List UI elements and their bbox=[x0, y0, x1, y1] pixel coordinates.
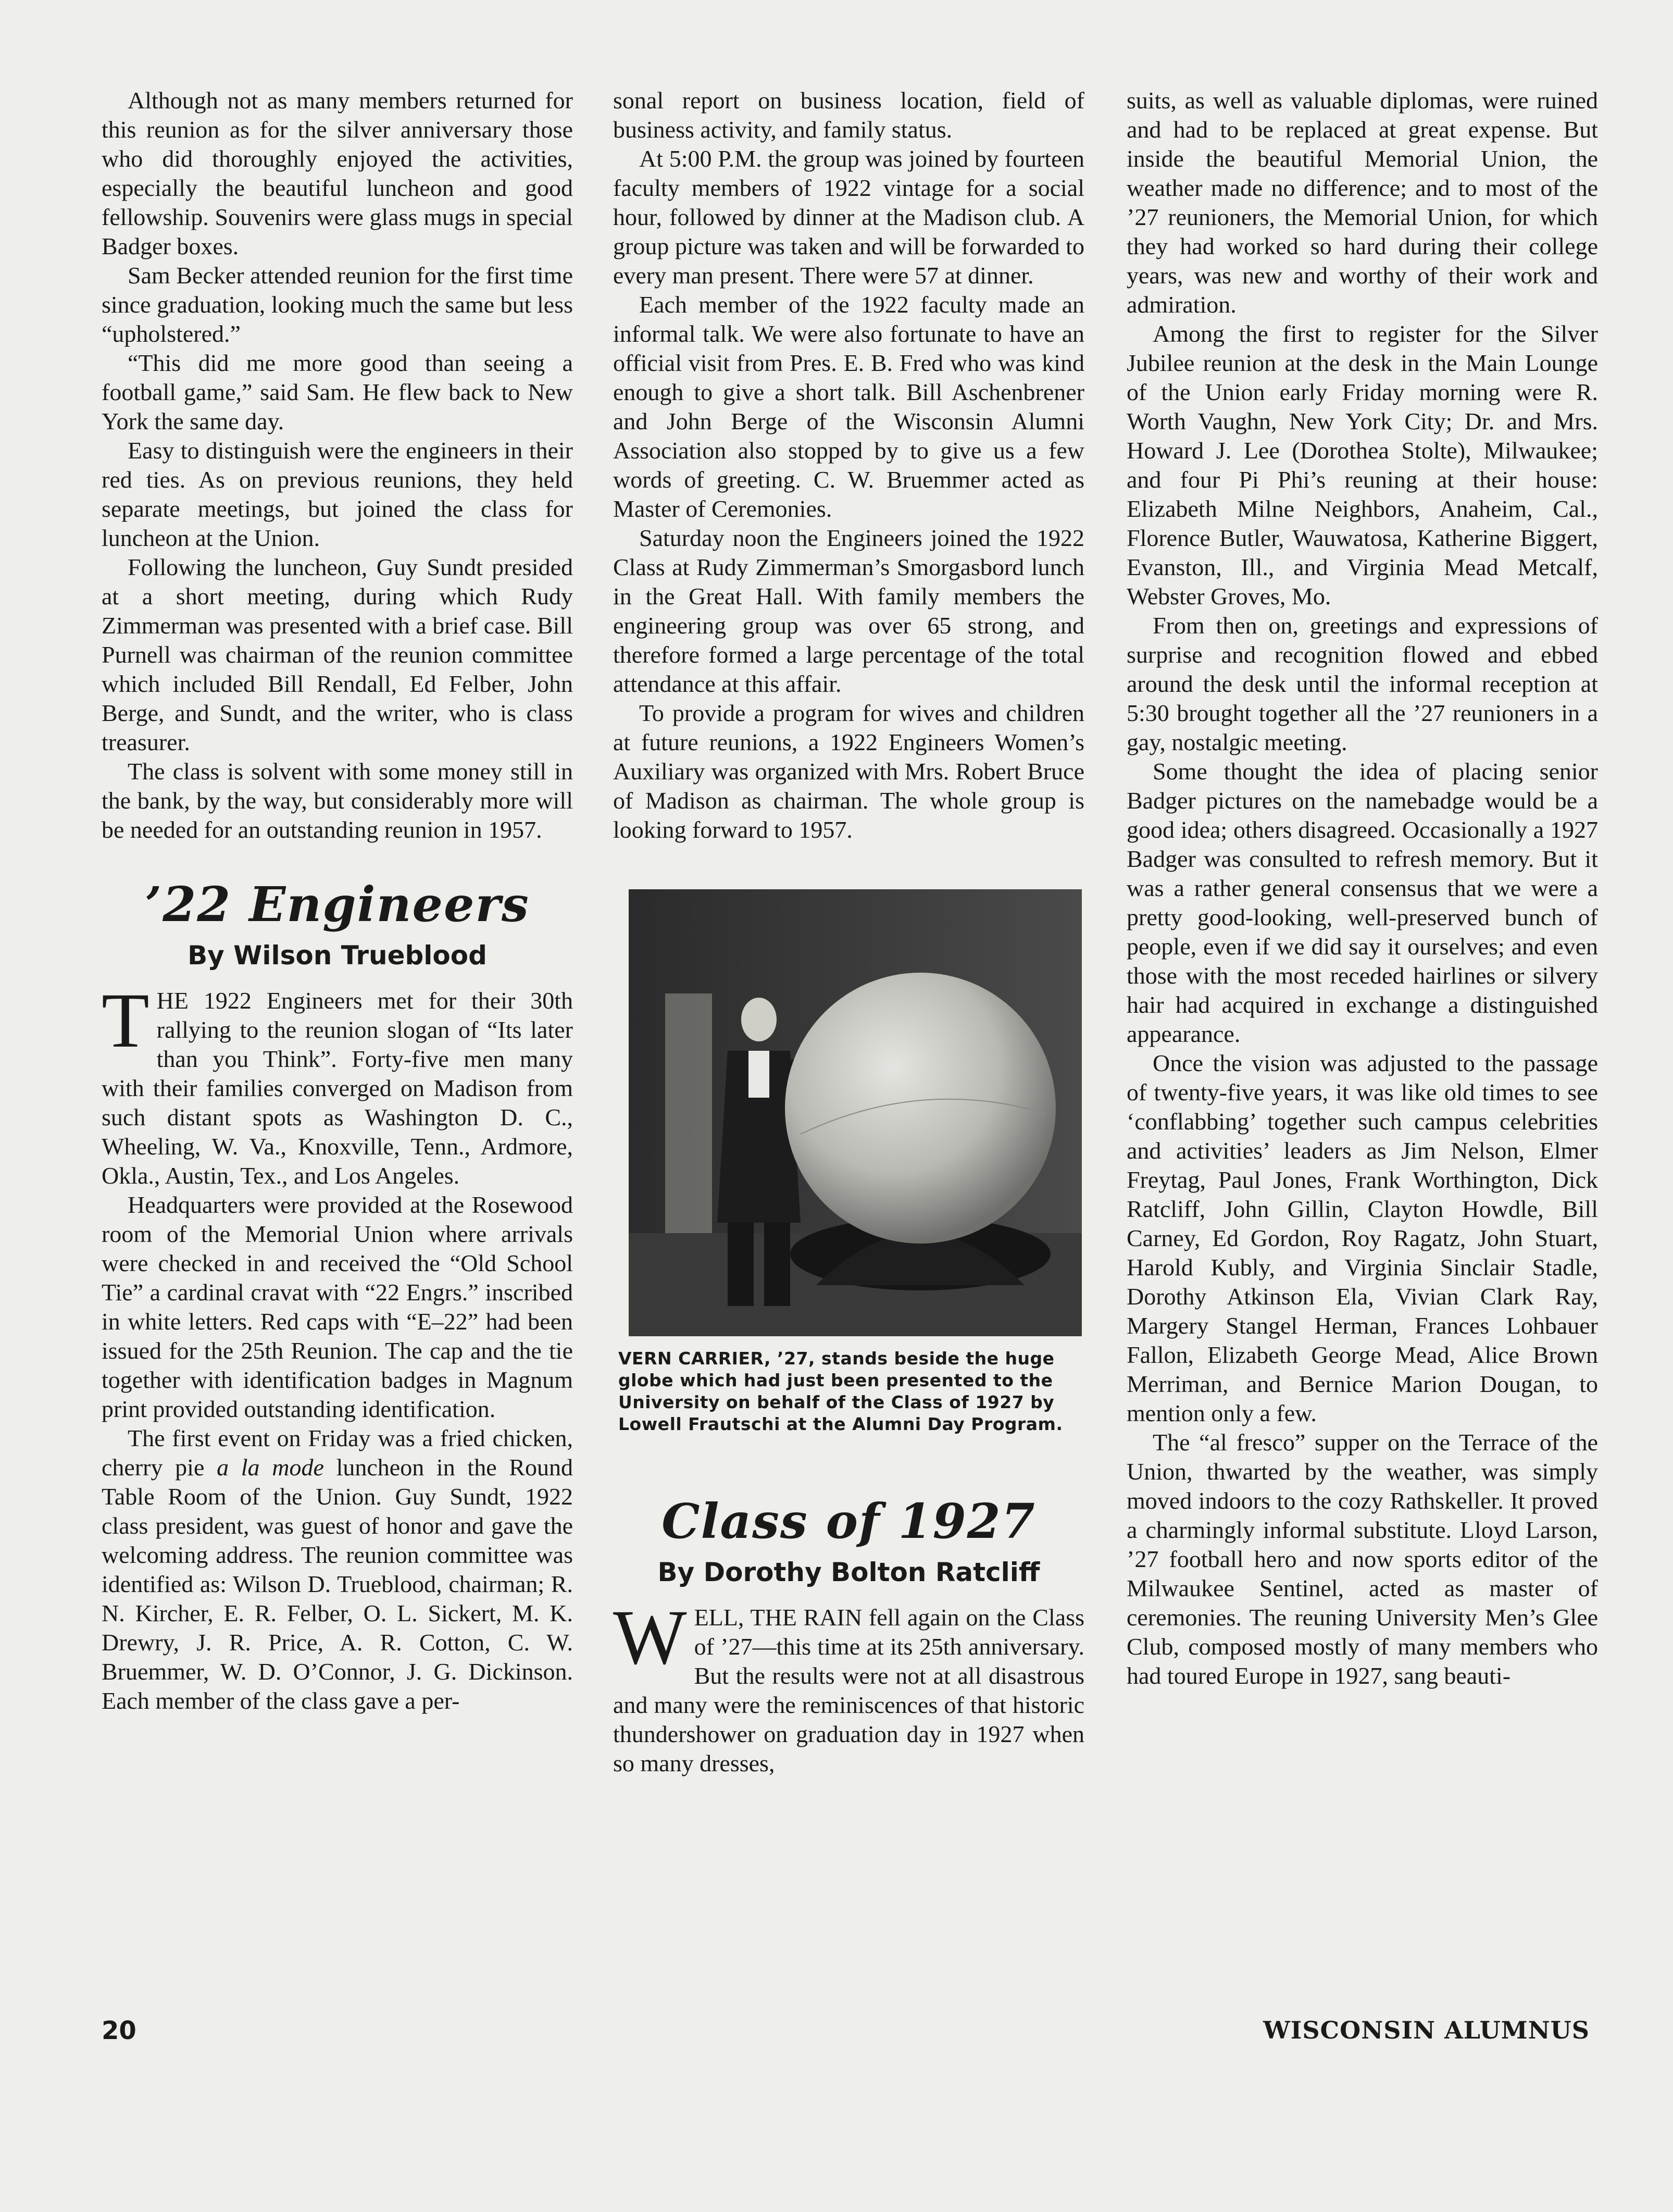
column-3 bbox=[1127, 86, 1598, 1691]
drop-cap: T bbox=[102, 977, 149, 1064]
globe-photo-illustration bbox=[629, 889, 1082, 1336]
paragraph: Following the luncheon, Guy Sundt presided at a short meeting, during which Rudy Zimmerman was presented with a brief case. Bill Purnell was chairman of the reunion committee which included Bill Rendall, Ed Felber, John Berge, and Sundt, and the writer, who is class treasurer. bbox=[102, 554, 573, 755]
paragraph: Saturday noon the Engineers joined the 1922 Class at Rudy Zimmerman’s Smorgasbord lunch in the Great Hall. With family members the engineering group was over 65 strong, and therefore formed a large percentage of the total attendance at this affair. bbox=[613, 525, 1084, 697]
engineers-byline: By Wilson Trueblood bbox=[188, 940, 487, 971]
paragraph: The class is solvent with some money still in the bank, by the way, but considerably more will be needed for an outstanding reunion in 1957. bbox=[102, 758, 573, 843]
photo-caption: VERN CARRIER, ’27, stands beside the huge globe which had just been presented to the University on behalf of the Class of 1927 by Lowell Frautschi at the Alumni Day Program. bbox=[618, 1348, 1063, 1434]
paragraph-text: luncheon in the Round Table Room of the Union. Guy Sundt, 1922 class president, was guest of honor and gave the welcoming address. The reunion committee was identified as: Wilson D. Trueblood, chairman; R. N. Kircher, E. R. Felber, O. L. Sickert, M. K. Drewry, J. R. Price, A. R. Cotton, C. W. Bruemmer, W. D. O’Connor, J. G. Dickinson. Each member of the class gave a per- bbox=[102, 1454, 573, 1714]
magazine-name: WISCONSIN ALUMNUS bbox=[1263, 2016, 1590, 2044]
paragraph: Although not as many members returned for this reunion as for the silver anniversary those who did thoroughly enjoyed the activities, especially the beautiful luncheon and good fellowship. Souvenirs were glass mugs in special Badger boxes. bbox=[102, 87, 573, 259]
paragraph: From then on, greetings and expressions of surprise and recognition flowed and ebbed around the desk until the informal reception at 5:30 brought together all the ’27 reunioners in a gay, nostalgic meeting. bbox=[1127, 612, 1598, 755]
paragraph: To provide a program for wives and children at future reunions, a 1922 Engineers Women’s Auxiliary was organized with Mrs. Robert Bruce of Madison as chairman. The whole group is looking forward to 1957. bbox=[613, 700, 1084, 843]
paragraph-text: HE 1922 Engineers met for their 30th rallying to the reunion slogan of “Its later than you Think”. Forty-five men many with their families converged on Madison from such distant spots as Washington D. C., Wheeling, W. Va., Knoxville, Tenn., Ardmore, Okla., Austin, Tex., and Los Angeles. bbox=[102, 987, 573, 1189]
italic-text: a la mode bbox=[217, 1454, 324, 1481]
class-1927-title: Class of 1927 bbox=[661, 1493, 1036, 1549]
column-1 bbox=[102, 86, 573, 1716]
paragraph: sonal report on business location, field of business activity, and family status. bbox=[613, 87, 1084, 143]
paragraph-text: ELL, THE RAIN fell again on the Class of ’27—this time at its 25th anniversary. But the results were not at all disastrous and many were the reminiscences of that historic thundershower on graduation day in 1927 when so many dresses, bbox=[613, 1604, 1084, 1776]
paragraph bbox=[102, 1424, 573, 1716]
paragraph bbox=[613, 1594, 1084, 1778]
page-number: 20 bbox=[102, 2016, 136, 2045]
paragraph: Once the vision was adjusted to the passage of twenty-five years, it was like old times to see ‘conflabbing’ together such campus celebrities and activities’ leaders as Jim Nelson, Elmer Freytag, Paul Jones, Frank Worthington, Dick Ratcliff, John Gillin, Clayton Howdle, Bill Carney, Ed Gordon, Roy Ragatz, John Stuart, Harold Kubly, and Virginia Sinclair Stadle, Dorothy Atkinson Ela, Vivian Clark Ray, Margery Stangel Herman, Frances Lohbauer Fallon, Elizabeth George Mead, Alice Brown Merriman, and Bernice Marion Dougan, to mention only a few. bbox=[1127, 1050, 1598, 1426]
paragraph: Each member of the 1922 faculty made an informal talk. We were also fortunate to have an official visit from Pres. E. B. Fred who was kind enough to give a short talk. Bill Aschenbrener and John Berge of the Wisconsin Alumni Association also stopped by to give us a few words of greeting. C. W. Bruemmer acted as Master of Ceremonies. bbox=[613, 291, 1084, 522]
globe-photo bbox=[629, 889, 1082, 1336]
drop-cap: W bbox=[613, 1594, 687, 1681]
column-2 bbox=[613, 86, 1084, 1778]
class-1927-byline: By Dorothy Bolton Ratcliff bbox=[657, 1557, 1040, 1587]
paragraph-text: The first event on Friday was a fried chicken, cherry pie bbox=[102, 1425, 573, 1481]
paragraph: Headquarters were provided at the Rosewood room of the Memorial Union where arrivals were checked in and received the “Old School Tie” a cardinal cravat with “22 Engrs.” inscribed in white letters. Red caps with “E–22” had been issued for the 25th Reunion. The cap and the tie together with identification badges in Magnum print provided outstanding identification. bbox=[102, 1191, 573, 1422]
paragraph: suits, as well as valuable diplomas, were ruined and had to be replaced at great expense. But inside the beautiful Memorial Union, the weather made no difference; and to most of the ’27 reunioners, the Memorial Union, for which they had worked so hard during their college years, was new and worthy of their work and admiration. bbox=[1127, 87, 1598, 318]
paragraph bbox=[102, 977, 573, 1190]
paragraph: Sam Becker attended reunion for the first time since graduation, looking much the same but less “upholstered.” bbox=[102, 262, 573, 347]
paragraph: Among the first to register for the Silver Jubilee reunion at the desk in the Main Lounge of the Union early Friday morning were R. Worth Vaughn, New York City; Dr. and Mrs. Howard J. Lee (Dorothea Stolte), Milwaukee; and four Pi Phi’s reuning at their house: Elizabeth Milne Neighbors, Anaheim, Cal., Florence Butler, Wauwatosa, Katherine Biggert, Evanston, Ill., and Virginia Mead Metcalf, Webster Groves, Mo. bbox=[1127, 320, 1598, 610]
paragraph: At 5:00 P.M. the group was joined by fourteen faculty members of 1922 vintage for a social hour, followed by dinner at the Madison club. A group picture was taken and will be forwarded to every man present. There were 57 at dinner. bbox=[613, 145, 1084, 289]
paragraph: “This did me more good than seeing a football game,” said Sam. He flew back to New York the same day. bbox=[102, 350, 573, 434]
paragraph: Easy to distinguish were the engineers in their red ties. As on previous reunions, they held separate meetings, but joined the class for luncheon at the Union. bbox=[102, 437, 573, 551]
paragraph: The “al fresco” supper on the Terrace of the Union, thwarted by the weather, was simply moved indoors to the cozy Rathskeller. It proved a charmingly informal substitute. Lloyd Larson, ’27 football hero and now sports editor of the Milwaukee Sentinel, acted as master of ceremonies. The reuning University Men’s Glee Club, composed mostly of many members who had toured Europe in 1927, sang beauti- bbox=[1127, 1429, 1598, 1689]
engineers-section-title: ’22 Engineers bbox=[145, 876, 530, 933]
paragraph: Some thought the idea of placing senior Badger pictures on the namebadge would be a good idea; others disagreed. Occasionally a 1927 Badger was consulted to refresh memory. But it was a rather general consensus that we were a pretty good-looking, well-preserved bunch of people, even if we did say it ourselves; and even those with the most receded hairlines or silvery hair had acquired in exchange a distinguished appearance. bbox=[1127, 758, 1598, 1047]
